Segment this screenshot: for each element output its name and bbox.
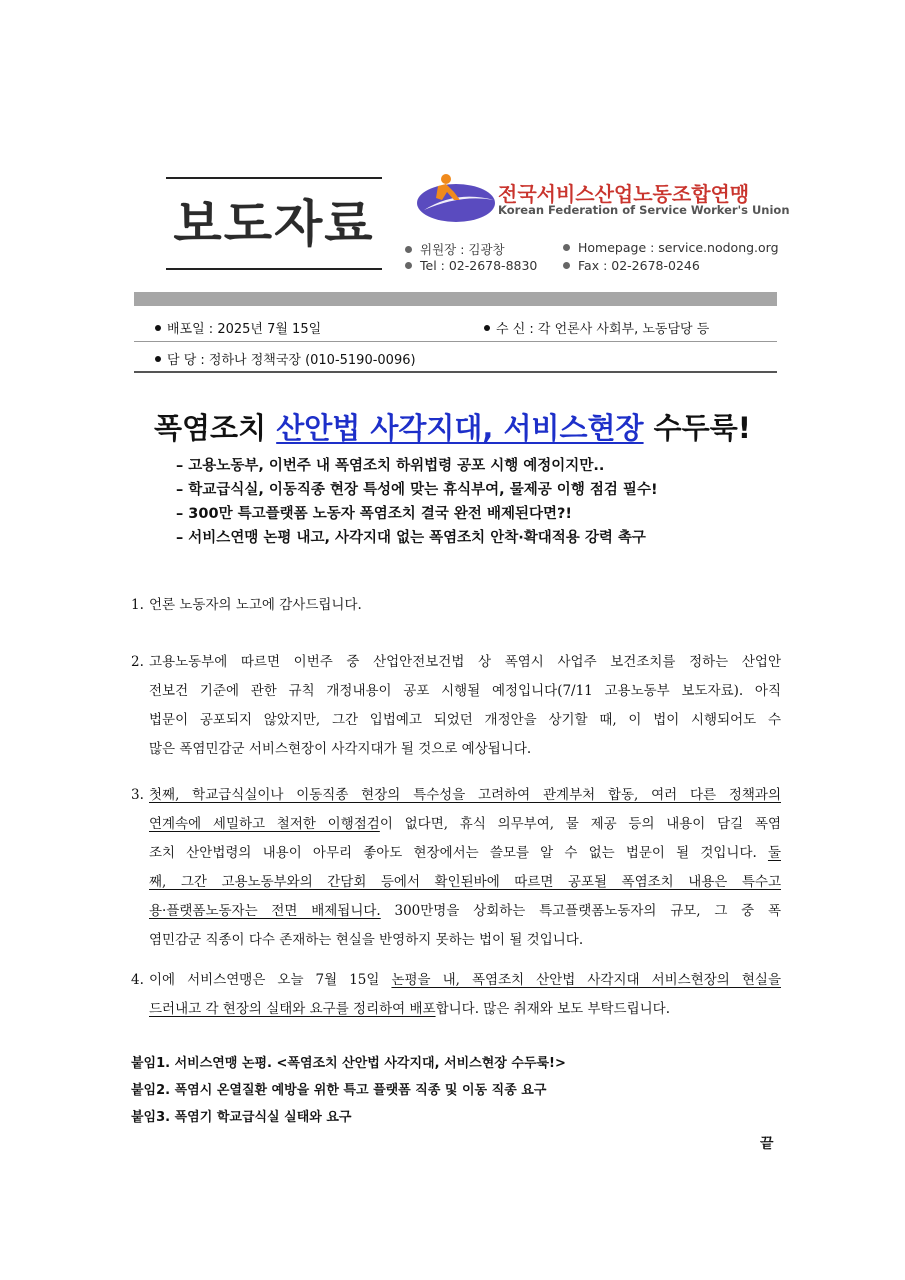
- headline: 폭염조치 산안법 사각지대, 서비스현장 수두룩!: [154, 411, 751, 445]
- union-logo: [416, 170, 506, 226]
- press-title: 보도자료: [173, 195, 375, 253]
- headline-highlight: 산안법 사각지대, 서비스현장: [276, 411, 644, 445]
- recipient: 수 신 : 각 언론사 사회부, 노동담당 등: [484, 318, 709, 337]
- press-title-top-rule: [166, 177, 382, 179]
- chair-info: 위원장 : 김광창: [405, 240, 505, 258]
- bullet-icon: [405, 246, 412, 253]
- attachment-3: 붙임3. 폭염기 학교급식실 실태와 요구: [131, 1110, 352, 1125]
- bullet-icon: [155, 356, 161, 362]
- subhead-1: – 고용노동부, 이번주 내 폭염조치 하위법령 공포 시행 예정이지만..: [176, 458, 605, 474]
- contact: 담 당 : 정하나 정책국장 (010-5190-0096): [155, 349, 416, 368]
- paragraph-1: 1. 언론 노동자의 노고에 감사드립니다.: [131, 597, 362, 613]
- release-date: 배포일 : 2025년 7월 15일: [155, 318, 321, 337]
- homepage-info: Homepage : service.nodong.org: [563, 240, 779, 255]
- subhead-2: – 학교급식실, 이동직종 현장 특성에 맞는 휴식부여, 물제공 이행 점검 필수!: [176, 482, 658, 498]
- meta-divider: [134, 341, 777, 342]
- tel-info: Tel : 02-2678-8830: [405, 258, 537, 273]
- bullet-icon: [484, 325, 490, 331]
- attachment-1: 붙임1. 서비스연맹 논평. <폭염조치 산안법 사각지대, 서비스현장 수두룩!>: [131, 1056, 566, 1071]
- paragraph-3: 3. 첫째, 학교급식실이나 이동직종 현장의 특수성을 고려하여 관계부처 합동, 여러 다른 정책과의 연계속에 세밀하고 철저한 이행점검이 없다면, 휴식 의무부여, 물 제공 등의 내용이 담길 폭염 조치 산안법령의 내용이 아무리 좋아도 현장에서는 쓸모를 알 수 없는 법문이 될 것입니다. 둘 째, 그간 고용노동부와의 간담회 등에서 확인된바에 따르면 공포될 폭염조치 내용은 특수고 용·플랫폼노동자는 전면 배제됩니다. 300만명을 상회하는 특고플랫폼노동자의 규모, 그 중 폭 염민감군 직종이 다수 존재하는 현실을 반영하지 못하는 법이 될 것입니다.: [131, 787, 781, 948]
- org-name-en: Korean Federation of Service Worker's Union: [498, 203, 790, 217]
- bullet-icon: [563, 262, 570, 269]
- attachment-2: 붙임2. 폭염시 온열질환 예방을 위한 특고 플랫폼 직종 및 이동 직종 요구: [131, 1083, 547, 1098]
- meta-bottom-rule: [134, 371, 777, 373]
- paragraph-4: 4. 이에 서비스연맹은 오늘 7월 15일 논평을 내, 폭염조치 산안법 사각지대 서비스현장의 현실을 드러내고 각 현장의 실태와 요구를 정리하여 배포합니다. 많은 취재와 보도 부탁드립니다.: [131, 972, 781, 1017]
- header-divider-bar: [134, 292, 777, 306]
- union-logo-icon: [416, 170, 506, 226]
- bullet-icon: [563, 244, 570, 251]
- bullet-icon: [155, 325, 161, 331]
- subhead-4: – 서비스연맹 논평 내고, 사각지대 없는 폭염조치 안착·확대적용 강력 촉구: [176, 530, 646, 546]
- end-mark: 끝: [760, 1136, 774, 1152]
- press-title-bottom-rule: [166, 268, 382, 270]
- fax-info: Fax : 02-2678-0246: [563, 258, 700, 273]
- subhead-3: – 300만 특고플랫폼 노동자 폭염조치 결국 완전 배제된다면?!: [176, 506, 573, 522]
- bullet-icon: [405, 262, 412, 269]
- org-name: 전국서비스산업노동조합연맹: [498, 182, 750, 206]
- paragraph-2: 2. 고용노동부에 따르면 이번주 중 산업안전보건법 상 폭염시 사업주 보건조치를 정하는 산업안 전보건 기준에 관한 규칙 개정내용이 공포 시행될 예정입니다(7/11 고용노동부 보도자료). 아직 법문이 공포되지 않았지만, 그간 입법예고 되었던 개정안을 상기할 때, 이 법이 시행되어도 수 많은 폭염민감군 서비스현장이 사각지대가 될 것으로 예상됩니다.: [131, 654, 781, 757]
